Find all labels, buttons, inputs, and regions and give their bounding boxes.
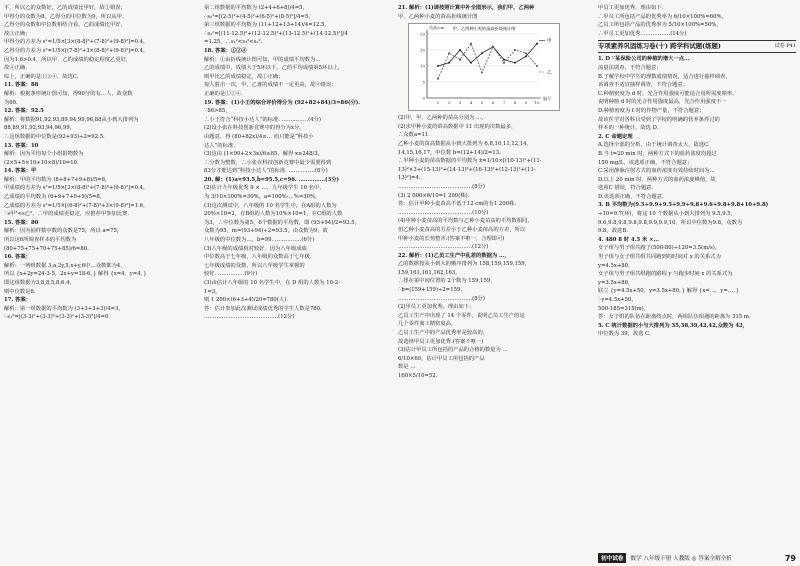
text-line: (2)中，甲、乙两种的苗高分别为 …，	[398, 115, 487, 122]
text-line: 9.6,9.8,9.8,9.8,9.8,9.9,9.9,10，所以中位数为9.8，众数为	[598, 219, 743, 226]
data-point	[437, 78, 439, 80]
x-tick-label: 3	[458, 100, 462, 106]
text-line: 22. 解析：(1)乙员工生产中乱差的数据为 …，	[398, 252, 510, 259]
text-line: 13. 答案：10	[4, 142, 39, 149]
text-line: 6/10×60，估计甲员工所包括的产品	[398, 355, 485, 362]
text-line: 故选择甲员工更加优秀.(答案不唯一)	[398, 338, 484, 345]
text-line: 则甲比乙的成绩稳定，故①正确；	[204, 73, 284, 80]
section-heading	[598, 40, 796, 53]
text-line: 几个零件离工精密度高，	[398, 321, 457, 328]
text-line: ∴b=(159+159)÷2=159.	[398, 287, 463, 294]
text-line: 18. 答案：①②④	[204, 47, 247, 54]
text-line: 女子组与男子组共组跑的路程 y 与跑步时间 x 的关系式为	[598, 271, 733, 278]
wheat-height-line-chart	[408, 23, 560, 111]
text-line: (2)设小张在科技创新竞赛中的得分为x分，	[204, 125, 305, 132]
text-line: (2)甲员工更加优秀，理由如下：	[398, 304, 475, 311]
text-line: 流量法调查，不符合题意；	[598, 64, 662, 71]
x-tick-label: 4	[469, 100, 473, 106]
text-line: y=3.5x+80，	[598, 279, 634, 286]
text-line: 由题意，得 (80+82x)/4≥… 而只能是“科技小	[204, 133, 314, 140]
data-point	[536, 65, 538, 67]
text-line: 3. B 平均数为(9.5+9.9+9.5+9.9+9.8+9.6+9.8+9.8+10+9.8)	[598, 202, 769, 209]
data-point	[437, 65, 439, 67]
text-line: 每人射击一次，甲、乙谁的成绩不一定更高，故④错误；	[204, 82, 337, 89]
text-line: 故该医学对各科目受到了学校的明确的营养条件过的	[598, 116, 720, 123]
text-line: (2)估计九年级优秀 9 × …，九年级学生 10 名中，	[204, 185, 325, 192]
text-line: C.采用静脉注射方式的血药浓度有效持续时间为…	[598, 168, 715, 175]
data-point	[470, 62, 472, 64]
y-tick-label: 0	[422, 95, 425, 101]
text-line: ∴s₂²=[(2-5)²+(4-5)²+(6-5)²+(8-5)²]/4=5，	[204, 13, 314, 20]
text-line: D.以上 20 min 时，两种方式的血药浓度峰值，故	[598, 176, 716, 183]
text-line: 12. 答案：92.5	[4, 108, 44, 115]
text-line: 解析：根据条形统计图可知，得90分的有…人，故众数	[4, 90, 133, 97]
text-line: ……………………………………(8分)	[398, 295, 485, 302]
text-line: 该调查不适宜抽样调查，不符合题意；	[598, 82, 689, 89]
text-line: 但乙种小麦苗高的方差小于乙种小麦苗高的方差，所以	[398, 226, 526, 233]
text-line: 甲、乙两种小麦的苗高折线统计图	[398, 13, 478, 20]
data-point	[481, 72, 483, 74]
text-line: ……………………………………(10分)	[398, 209, 489, 216]
section-ref: 试卷 P41	[774, 43, 796, 50]
column-4	[598, 4, 796, 339]
text-line: 达人”的标准.	[204, 142, 235, 149]
text-line: 众数为95，m=(93+94)÷2=93.5，由众数为9，故	[204, 228, 328, 235]
footer-info: 数学 八年级下册 人教版 ◎ 答案全解全析	[630, 556, 732, 562]
y-axis-label: 苗高/cm	[429, 25, 445, 31]
text-line: ∴甲种小麦的苗高数据的平均数为 x̄=1/10×[(10-13)²+(11-	[398, 158, 542, 165]
text-line: 故④正确.	[4, 65, 27, 72]
text-line: 较好. ……………(9分)	[204, 271, 258, 278]
text-line: (80+75+75+70+75+85)/6=80.	[4, 245, 89, 252]
data-point	[492, 46, 494, 48]
chart-title: 甲、乙两种小麦的苗高折线统计图	[452, 26, 516, 32]
text-line: 5. C 统计数据的小与大排列为 35,38,39,42,42,众数为 42，	[598, 322, 749, 329]
x-tick-label: 1	[436, 100, 440, 106]
text-line: 甲员工更加优秀，理由如下：	[598, 5, 667, 11]
text-line: 甲成绩的方差为 s²=1/5×[3×(8-8)²+(7-8)²+(9-8)²]=0.4，	[4, 185, 149, 192]
column-1	[4, 4, 200, 322]
data-point	[503, 59, 505, 61]
data-point	[525, 56, 527, 58]
x-tick-label: 6	[491, 100, 495, 106]
text-line: 解析：第一组数据的平均数为 (3+3+3+3)/4=3，	[4, 305, 124, 312]
chart-canvas	[409, 24, 559, 110]
text-line: 乙员工生产中的产品优秀率是较高的.	[398, 330, 485, 337]
text-line: (3) 2 000×6/10=1 200(株).	[398, 192, 470, 199]
text-line: B.当 t=20 min 时，两种方式下的血药浓度均超过	[598, 150, 717, 157]
text-line: C.种植密度为 d 时，光合作用强度可能适合用所需度频率，	[598, 90, 738, 97]
text-line: D.种植密度为 f 时的作物产量，不符合题意；	[598, 107, 705, 114]
text-line: 20%×10=2，在B组的人数为10%×10=1，在C组的人数	[204, 211, 343, 218]
text-line: 因为1.6>0.4，所以甲、乙的成绩的稳定程度乙更好，	[4, 56, 132, 63]
text-line: 乙得分的方差为 s²=1/5×[(7-8)²+3×(8-8)²+(9-8)²]=0.4，	[4, 47, 149, 54]
x-tick-label: 2	[447, 100, 451, 106]
text-line: 15. 答案：80	[4, 219, 39, 226]
text-line: 159,161,161,162,163，	[398, 269, 461, 276]
x-tick-label: 7	[502, 100, 506, 106]
data-point	[448, 62, 450, 64]
data-point	[481, 52, 483, 54]
text-line: ∴排在第中间位置的 2个数为 159,159，	[398, 278, 496, 285]
text-line: D.该选项正确，不符合题意.	[598, 193, 664, 200]
text-line: 解析：将数据91,92,93,89,94,99,96,88从小到大排列为	[4, 116, 139, 123]
text-line: 乙的成绩中，成绩大于5环以下，乙的平均成绩第5环以上，	[204, 65, 344, 72]
text-line: 9.8，故选B.	[598, 228, 628, 235]
text-line: 4. 480 8 时 4.5 米 ×…	[598, 236, 659, 243]
text-line: (3)这次测试中，八年级的 10 名学生中，在A组的人数为	[204, 202, 337, 209]
data-point	[503, 62, 505, 64]
text-line: 数是 …	[398, 364, 416, 371]
text-line: (3)这由 (1×90+2×3x)/6≥85，解得 x≥248/3，	[204, 151, 323, 158]
series-line-0	[438, 44, 537, 66]
series-line-1	[438, 44, 537, 79]
footer-brand: 初中试卷	[598, 553, 626, 563]
text-line: 解析：因为平均每个小组捐物数为	[4, 151, 84, 158]
text-line: 21. 解析：(1)请按照计算中补全图形示，我们甲、乙两种	[398, 5, 535, 11]
text-line: 女子组与男子组共跑了(500-80)÷120=3.5(m/s)，	[598, 245, 721, 252]
text-line: (3)由估计八年级的 10 名学生中，在 D 组的人数为 10-2-	[204, 280, 340, 286]
text-line: 即这组数据为3,8,8,5,8,6,4,	[4, 280, 72, 286]
text-line: ……………………………………(8分)	[398, 183, 485, 190]
text-line: ∴众数a=11.	[398, 132, 430, 139]
data-point	[514, 49, 516, 51]
text-line: 选项C 错误，符合题意.	[598, 185, 654, 192]
text-line: 乙员工所包括产品的优秀率为 5/10×100%=50%，	[598, 22, 722, 29]
text-line: 14. 答案：甲	[4, 168, 37, 175]
text-line: 乙种小麦的苗高数据从小到大排列为 6,8,10,11,12,14,	[398, 140, 529, 147]
text-line: ∴这组数据的中位数是(92+93)÷2=92.5.	[4, 133, 105, 140]
text-line: 解析：①由折线统计图可知，甲的成绩平均数为…	[204, 56, 321, 63]
text-line: 中位数为 39，故选 C.	[598, 331, 651, 338]
text-line: 中位数高于七年级，八年级的众数高于七年级，	[204, 254, 316, 261]
legend-label: 乙	[547, 70, 552, 76]
text-line: 答：估计甲种小麦苗高不低于12 cm的有1 200株.	[398, 201, 517, 208]
text-line: B.了解学校中学生的理数成绩情况，适合进行抽样调查，	[598, 73, 731, 80]
text-line: 故③正确；	[4, 30, 31, 37]
text-line: 八年级的中位数为…，b=99. ……………(6分)	[204, 237, 315, 244]
text-line: 答：估计参加此次测试成绩优秀的学生人数是780.	[204, 305, 322, 312]
text-line: 联立 {y=4.5x+50，y=3.5x+80，} 解得 {x=…，y=…，}	[598, 288, 740, 295]
text-line: 乙员工生产中出现了 14 个零件，说明乙员工生产的这	[398, 312, 525, 319]
text-line: 男子组与女子组共组共同跑到的时间对 x 的关系式为	[598, 254, 721, 261]
text-line: ∴s₃²=[(11-12.5)²+(12-12.5)²+(13-12.5)²+(14-12.5)²]/4	[204, 30, 348, 37]
page-number: 79	[784, 553, 796, 563]
text-line: ∴分数为整数，∴小张在科技创新竞赛中最少需要得到	[204, 159, 332, 166]
text-line: 88,89,91,92,93,94,96,99，	[4, 125, 76, 132]
data-point	[459, 59, 461, 61]
text-line: ……………………………………(12分)	[398, 244, 489, 251]
text-line: 第三组数据的平均数为 (11+12+13+14)/4=12.5，	[204, 22, 330, 29]
text-line: 160×5/10=52.	[398, 373, 438, 379]
text-line: 解析：一列组数据 3,a,2y,5,x+y,6中…众数都为4，	[4, 262, 126, 269]
text-line: 解析：甲的平均数为 (8+8+7+9+8)/5=8，	[4, 176, 111, 183]
text-line: 甲得分的方差为 s²=1/5×[3×(8-8)²+(7-8)²+(9-8)²]=0.4，	[4, 39, 149, 46]
text-line: ∴小王符合“科技小达人”的标准. ……………(4分)	[204, 116, 321, 123]
text-line: 为3，∴中位数为第5、6个数据的平均数，即 (93+94)/2=93.5，	[204, 219, 360, 226]
text-line: 七年级成绩的众数，所以八年级学生掌握的	[204, 262, 305, 269]
text-line: 1=3，	[204, 288, 221, 295]
x-tick-label: 10	[534, 100, 540, 106]
text-line: (2×5+5×10+10×8)/10=10.	[4, 159, 79, 166]
x-tick-label: 8	[513, 100, 517, 106]
text-line: 样本的一种统计，故选 D.	[598, 125, 659, 132]
data-point	[514, 62, 516, 64]
text-line: 乙的数据按从小到大的顺序排列为 158,159,159,159,	[398, 261, 527, 268]
text-line: (4)甲种小麦苗高的平均数与乙种小麦苗高的平均数相同，	[398, 218, 533, 225]
text-line: 所以这6所调查样本的平均数为	[4, 237, 77, 244]
text-line: 则中位数是8.	[4, 288, 36, 295]
y-tick-label: 20	[419, 31, 425, 37]
text-line: 正确的是①②④.	[204, 90, 243, 97]
text-line: 150 mg/L，该选项正确，不符合题意；	[598, 159, 693, 166]
text-line: ∴甲员工所包括产品的优秀率为 6/10×100%=60%，	[598, 13, 727, 20]
text-line: (3)八年级的成绩相对较好，因为八年级成绩	[204, 245, 307, 252]
data-point	[525, 52, 527, 54]
x-tick-label: 9	[524, 100, 528, 106]
text-line: 乙成绩的平均数为 (6+9+7+9+9)/5=8，	[4, 194, 106, 201]
data-point	[459, 49, 461, 51]
text-line: 甲得分的众数为8，乙得分的中位数为9，所以从甲、	[4, 13, 128, 20]
text-line: 13)²]=4.	[398, 175, 421, 182]
text-line: 乙得分的众数和中位数相结合看，乙的成绩比甲好，	[4, 22, 126, 29]
text-line: 说明种植 d 时的光合作用强度最高，光合作用强度不一	[598, 99, 727, 106]
column-2	[204, 4, 394, 322]
text-line: ∴s₁²=[(3-3)²+(3-3)²+(3-3)²+(3-3)²]/4=0.	[4, 314, 111, 321]
text-line: y=4.5x+80，	[598, 262, 634, 269]
column-3	[398, 4, 594, 381]
y-tick-label: 5	[422, 79, 425, 85]
text-line: 第二组数据的平均数为 (2+4+6+8)/4=5，	[204, 5, 308, 11]
text-line: ……………………………………(12分)	[204, 314, 295, 321]
section-title: 专项素养巩固练习卷(十) 跨学科试题(练题)	[598, 42, 721, 51]
text-line: 2. C 命题定理	[598, 133, 633, 140]
text-line: 17. 答案：	[4, 297, 31, 304]
text-line: ∴y=4.5x+50，	[598, 297, 637, 303]
text-line: 83分才能达到“科技小达人”的标准. ……………(8分)	[204, 168, 328, 175]
text-line: ∴甲员工更加优秀. ……………(14分)	[598, 30, 687, 37]
text-line: 为90.	[4, 99, 18, 106]
y-tick-label: 10	[419, 63, 425, 69]
text-line: A.选择全部的分析，由于统计调查太大，故选C.	[598, 142, 710, 149]
text-line: 解析：因为抽样数中数的众数是75，所以 a=75，	[4, 228, 123, 235]
text-line: ∵86>85，	[204, 108, 231, 115]
text-line: 综上，正确的是①③④，故选C.	[4, 73, 79, 80]
text-line: 14,15,16,17，中位数 b=(12+14)/2=13.	[398, 149, 501, 156]
text-line: (3)估计甲员工所包括的产品的合格的数量为 …	[398, 347, 508, 354]
data-point	[470, 43, 472, 45]
text-line: ÷10=9.7(环)，将这 10 个数据从小到大排列为 9.5,9.5,	[598, 211, 733, 218]
text-line: 为 3/10×100%=30%，a=100%-…%=30%，	[204, 194, 321, 201]
y-tick-label: 15	[419, 47, 425, 53]
data-point	[448, 52, 450, 54]
text-line: 20. 解：(1)a=93.5,b=95.5,c=96. ……………(3分)	[204, 176, 340, 183]
page-footer	[598, 552, 796, 564]
text-line: 1. D ∵某保险公司的种植的增大一点…	[598, 56, 690, 63]
text-line: 11. 答案：88	[4, 82, 39, 89]
text-line: 乙成绩的方差为 s²=1/5×[(6-8)²+(7-8)²+3×(9-8)²]=1.6，	[4, 202, 149, 209]
text-line: 13)²×3+(15-13)²+(14-13)²+(16-13)²+(12-13)²+(11-	[398, 166, 536, 173]
x-tick-label: 5	[480, 100, 484, 106]
text-line: 500-185=315(m)，	[598, 305, 650, 312]
text-line: (2)求甲种小麦的苗高数据中 11 出现的次数最多，	[398, 123, 517, 130]
text-line: ∵s甲²<s乙²，∴甲的成绩更稳定，应推荐甲参加比赛.	[4, 211, 130, 218]
text-line: 甲种小麦的长势整齐.(答案不唯一，合理即可)	[398, 235, 505, 242]
text-line: 19. 答案：(1)小王的综合评价得分为 (92+82+84)/3=86(分).	[204, 99, 361, 106]
text-line: 则 1 200×(6+3+4)/20=780(人).	[204, 297, 288, 304]
text-line: 所以 {x+2y=24-3-5，2x+y=18-6，} 解得 {x=4，y=4，}	[4, 271, 147, 278]
text-line: =1.25，∴s₁²<s₃²<s₂².	[204, 39, 263, 46]
x-axis-label: 编号	[543, 96, 551, 102]
text-line: 平，所以乙的众数好，乙的成绩比甲好，故②错误；	[4, 5, 126, 11]
legend-label: 甲	[547, 39, 552, 45]
data-point	[536, 43, 538, 45]
text-line: 答：女子组的队伍在距离终点时，两组队伍相遇的距离为 315 m.	[598, 314, 751, 321]
text-line: 16. 答案：	[4, 254, 31, 261]
